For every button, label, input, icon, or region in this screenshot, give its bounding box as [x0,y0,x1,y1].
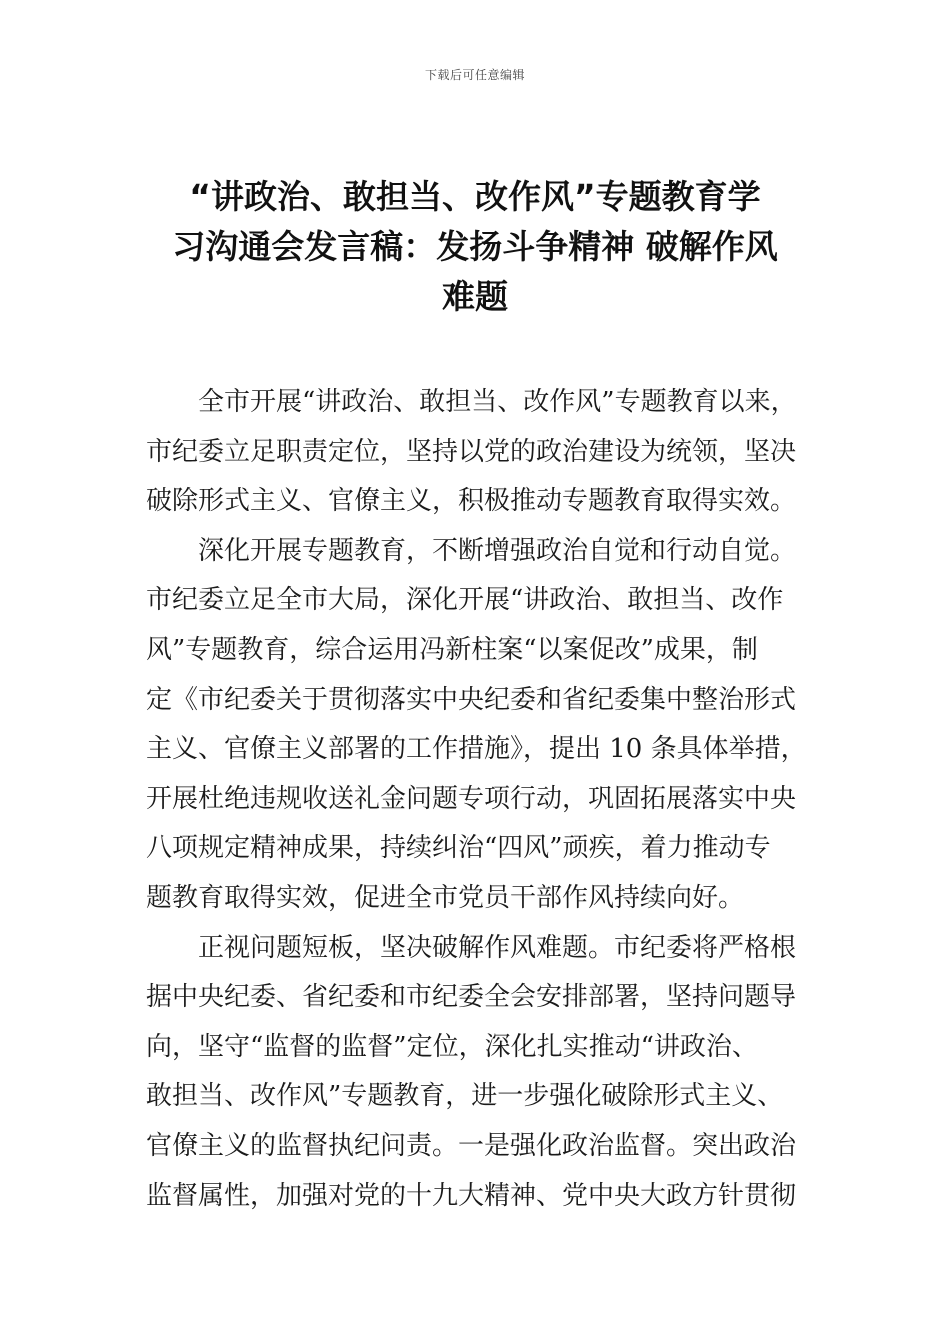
paragraph [146,378,816,527]
header-note: 下载后可任意编辑 [424,68,525,82]
text-line: 开展杜绝违规收送礼金问题专项行动，巩固拓展落实中央 [146,783,797,814]
text-line: 市纪委立足职责定位，坚持以党的政治建设为统领，坚决 [146,436,797,467]
text-line: 正视问题短板，坚决破解作风难题。市纪委将严格根 [198,932,797,963]
text-line: 题教育取得实效，促进全市党员干部作风持续向好。 [146,882,745,913]
text-line: 敢担当、改作风”专题教育，进一步强化破除形式主义、 [146,1081,784,1112]
text-line: 全市开展“讲政治、敢担当、改作风”专题教育以来， [198,387,797,417]
text-line: 监督属性，加强对党的十九大精神、党中央大政方针贯彻 [146,1180,797,1211]
text-line: 官僚主义的监督执纪问责。一是强化政治监督。突出政治 [146,1130,797,1161]
text-line: 深化开展专题教育，不断增强政治自觉和行动自觉。 [198,535,797,566]
paragraph [146,924,816,1222]
text-line: 破除形式主义、官僚主义，积极推动专题教育取得实效。 [146,486,797,517]
title-line: 习沟通会发言稿：发扬斗争精神 破解作风 [172,227,778,266]
text-line: 定《市纪委关于贯彻落实中央纪委和省纪委集中整治形式 [146,684,797,715]
text-line: 市纪委立足全市大局，深化开展“讲政治、敢担当、改作 [146,585,784,616]
text-line: 风”专题教育，综合运用冯新柱案“以案促改”成果，制 [146,634,758,665]
document-title [130,172,820,322]
text-line: 据中央纪委、省纪委和市纪委全会安排部署，坚持问题导 [146,982,797,1013]
title-line: 难题 [442,277,508,316]
text-line: 八项规定精神成果，持续纠治“四风”顽疾，着力推动专 [146,833,771,864]
paragraph [146,527,816,924]
text-line: 主义、官僚主义部署的工作措施》，提出 10 条具体举措， [146,734,807,765]
document-body [146,378,816,1221]
title-line: “讲政治、敢担当、改作风”专题教育学 [189,177,761,216]
text-line: 向，坚守“监督的监督”定位，深化扎实推动“讲政治、 [146,1031,758,1062]
